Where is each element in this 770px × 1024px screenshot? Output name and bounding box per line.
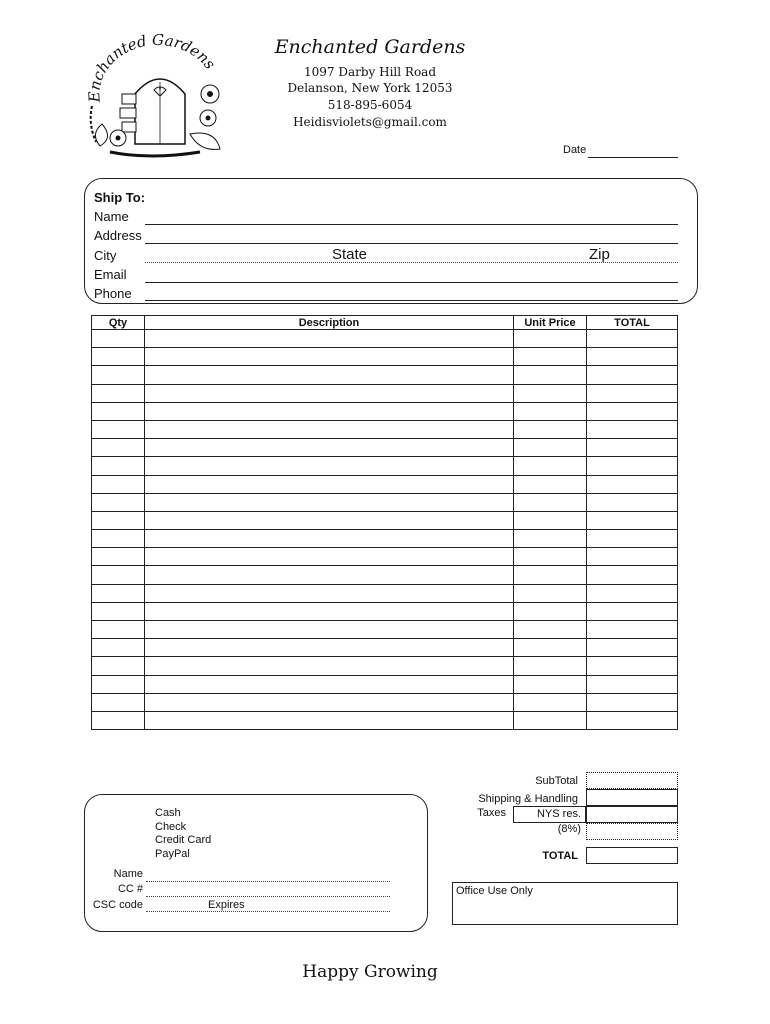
description-header: Description xyxy=(145,316,514,330)
ship-address-field[interactable] xyxy=(145,243,678,244)
description-cell[interactable] xyxy=(145,584,514,602)
subtotal-field[interactable] xyxy=(586,772,678,789)
total-cell[interactable] xyxy=(587,475,678,493)
unit-price-cell[interactable] xyxy=(514,602,587,620)
expires-label: Expires xyxy=(208,899,245,911)
description-cell[interactable] xyxy=(145,621,514,639)
description-cell[interactable] xyxy=(145,366,514,384)
company-name: Enchanted Gardens xyxy=(274,36,466,58)
table-row xyxy=(92,639,678,657)
table-row xyxy=(92,675,678,693)
description-cell[interactable] xyxy=(145,420,514,438)
unit-price-cell[interactable] xyxy=(514,584,587,602)
total-cell[interactable] xyxy=(587,530,678,548)
description-cell[interactable] xyxy=(145,457,514,475)
total-cell[interactable] xyxy=(587,602,678,620)
table-row xyxy=(92,548,678,566)
total-cell[interactable] xyxy=(587,584,678,602)
unit-price-cell[interactable] xyxy=(514,566,587,584)
qty-cell[interactable] xyxy=(92,584,145,602)
table-row xyxy=(92,493,678,511)
grand-total-field[interactable] xyxy=(586,847,678,864)
unit-price-cell[interactable] xyxy=(514,348,587,366)
description-cell[interactable] xyxy=(145,602,514,620)
description-cell[interactable] xyxy=(145,711,514,729)
description-cell[interactable] xyxy=(145,511,514,529)
table-row xyxy=(92,621,678,639)
unit-price-cell[interactable] xyxy=(514,693,587,711)
table-row xyxy=(92,511,678,529)
ship-email-field[interactable] xyxy=(145,282,678,283)
total-cell[interactable] xyxy=(587,639,678,657)
table-row xyxy=(92,584,678,602)
table-row xyxy=(92,402,678,420)
description-cell[interactable] xyxy=(145,330,514,348)
description-cell[interactable] xyxy=(145,439,514,457)
grand-total-label: TOTAL xyxy=(542,850,578,862)
unit-price-cell[interactable] xyxy=(514,711,587,729)
total-cell[interactable] xyxy=(587,675,678,693)
ship-city-state-zip-field[interactable] xyxy=(145,262,678,263)
qty-cell[interactable] xyxy=(92,602,145,620)
qty-cell[interactable] xyxy=(92,330,145,348)
subtotal-label: SubTotal xyxy=(535,775,578,787)
ship-phone-field[interactable] xyxy=(145,300,678,301)
unit-price-cell[interactable] xyxy=(514,530,587,548)
total-header: TOTAL xyxy=(587,316,678,330)
table-row xyxy=(92,420,678,438)
qty-cell[interactable] xyxy=(92,348,145,366)
unit-price-cell[interactable] xyxy=(514,439,587,457)
qty-cell[interactable] xyxy=(92,566,145,584)
description-cell[interactable] xyxy=(145,475,514,493)
description-cell[interactable] xyxy=(145,675,514,693)
table-row xyxy=(92,657,678,675)
email-label: Email xyxy=(94,267,127,282)
unit-price-cell[interactable] xyxy=(514,475,587,493)
qty-cell[interactable] xyxy=(92,530,145,548)
table-header-row xyxy=(92,316,678,330)
table-row xyxy=(92,711,678,729)
unit-price-cell[interactable] xyxy=(514,511,587,529)
description-cell[interactable] xyxy=(145,402,514,420)
phone-label: Phone xyxy=(94,286,132,301)
qty-cell[interactable] xyxy=(92,457,145,475)
total-cell[interactable] xyxy=(587,439,678,457)
taxes-field[interactable] xyxy=(586,806,678,823)
description-cell[interactable] xyxy=(145,693,514,711)
description-cell[interactable] xyxy=(145,657,514,675)
table-row xyxy=(92,439,678,457)
unit-price-cell[interactable] xyxy=(514,402,587,420)
csc-expires-field[interactable] xyxy=(146,911,390,912)
address-line-1: 1097 Darby Hill Road xyxy=(303,65,437,79)
qty-cell[interactable] xyxy=(92,511,145,529)
table-row xyxy=(92,566,678,584)
table-row xyxy=(92,330,678,348)
shipping-label: Shipping & Handling xyxy=(478,793,578,805)
qty-cell[interactable] xyxy=(92,493,145,511)
shipping-field[interactable] xyxy=(586,789,678,806)
total-cell[interactable] xyxy=(587,548,678,566)
unit-price-cell[interactable] xyxy=(514,366,587,384)
qty-cell[interactable] xyxy=(92,657,145,675)
payment-option-check[interactable]: Check xyxy=(155,821,187,833)
name-label: Name xyxy=(94,209,129,224)
qty-cell[interactable] xyxy=(92,366,145,384)
unit-price-cell[interactable] xyxy=(514,548,587,566)
qty-header: Qty xyxy=(92,316,145,330)
description-cell[interactable] xyxy=(145,639,514,657)
city-label: City xyxy=(94,248,117,263)
total-cell[interactable] xyxy=(587,566,678,584)
unit-price-cell[interactable] xyxy=(514,657,587,675)
table-row xyxy=(92,366,678,384)
total-cell[interactable] xyxy=(587,384,678,402)
address-label: Address xyxy=(94,228,142,243)
qty-cell[interactable] xyxy=(92,475,145,493)
qty-cell[interactable] xyxy=(92,439,145,457)
unit-price-cell[interactable] xyxy=(514,384,587,402)
payment-option-paypal[interactable]: PayPal xyxy=(155,848,190,860)
taxes-extra-field[interactable] xyxy=(586,823,678,840)
total-cell[interactable] xyxy=(587,711,678,729)
footer-tagline: Happy Growing xyxy=(302,962,438,982)
description-cell[interactable] xyxy=(145,493,514,511)
qty-cell[interactable] xyxy=(92,384,145,402)
ship-name-field[interactable] xyxy=(145,224,678,225)
office-use-box: Office Use Only xyxy=(452,882,678,925)
payment-option-cash[interactable]: Cash xyxy=(155,807,181,819)
qty-cell[interactable] xyxy=(92,402,145,420)
table-row xyxy=(92,693,678,711)
date-field[interactable] xyxy=(588,157,678,158)
total-cell[interactable] xyxy=(587,420,678,438)
table-row xyxy=(92,475,678,493)
total-cell[interactable] xyxy=(587,493,678,511)
total-cell[interactable] xyxy=(587,457,678,475)
unit-price-cell[interactable] xyxy=(514,621,587,639)
total-cell[interactable] xyxy=(587,693,678,711)
date-label: Date xyxy=(563,144,587,156)
unit-price-header: Unit Price xyxy=(514,316,587,330)
total-cell[interactable] xyxy=(587,621,678,639)
table-row xyxy=(92,348,678,366)
qty-cell[interactable] xyxy=(92,548,145,566)
unit-price-cell[interactable] xyxy=(514,420,587,438)
logo-text: Enchanted Gardens xyxy=(85,34,220,103)
garden-logo-icon xyxy=(80,34,230,164)
description-cell[interactable] xyxy=(145,384,514,402)
qty-cell[interactable] xyxy=(92,711,145,729)
company-phone: 518-895-6054 xyxy=(327,98,413,112)
description-cell[interactable] xyxy=(145,548,514,566)
table-row xyxy=(92,384,678,402)
total-cell[interactable] xyxy=(587,402,678,420)
total-cell[interactable] xyxy=(587,511,678,529)
taxes-label: Taxes xyxy=(477,807,506,819)
qty-cell[interactable] xyxy=(92,420,145,438)
items-table xyxy=(91,315,678,730)
state-label: State xyxy=(332,246,368,263)
csc-label: CSC code xyxy=(92,899,143,911)
unit-price-cell[interactable] xyxy=(514,639,587,657)
ship-to-heading: Ship To: xyxy=(94,190,146,205)
unit-price-cell[interactable] xyxy=(514,675,587,693)
total-cell[interactable] xyxy=(587,366,678,384)
qty-cell[interactable] xyxy=(92,639,145,657)
total-cell[interactable] xyxy=(587,657,678,675)
description-cell[interactable] xyxy=(145,566,514,584)
qty-cell[interactable] xyxy=(92,621,145,639)
qty-cell[interactable] xyxy=(92,693,145,711)
cc-number-field[interactable] xyxy=(146,896,390,897)
cc-number-label: CC # xyxy=(117,883,143,895)
unit-price-cell[interactable] xyxy=(514,330,587,348)
company-email: Heidisviolets@gmail.com xyxy=(293,115,447,129)
description-cell[interactable] xyxy=(145,530,514,548)
payment-option-credit-card[interactable]: Credit Card xyxy=(155,834,212,846)
table-row xyxy=(92,457,678,475)
unit-price-cell[interactable] xyxy=(514,457,587,475)
description-cell[interactable] xyxy=(145,348,514,366)
card-name-label: Name xyxy=(113,868,143,880)
address-line-2: Delanson, New York 12053 xyxy=(287,81,453,95)
qty-cell[interactable] xyxy=(92,675,145,693)
zip-label: Zip xyxy=(589,246,610,263)
table-row xyxy=(92,530,678,548)
ship-to-box xyxy=(84,178,698,304)
card-name-field[interactable] xyxy=(146,881,390,882)
total-cell[interactable] xyxy=(587,348,678,366)
taxes-rate: NYS res. (8%) xyxy=(513,806,586,823)
logo xyxy=(80,34,230,164)
total-cell[interactable] xyxy=(587,330,678,348)
unit-price-cell[interactable] xyxy=(514,493,587,511)
table-row xyxy=(92,602,678,620)
